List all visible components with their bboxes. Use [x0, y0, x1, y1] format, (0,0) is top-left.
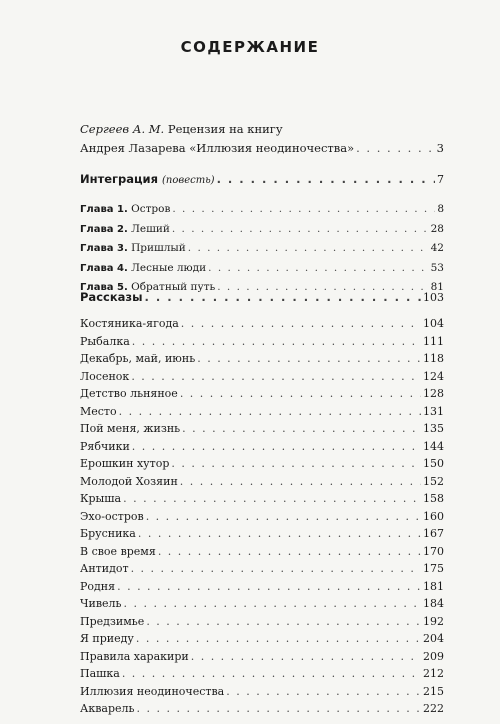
- page-title: СОДЕРЖАНИЕ: [180, 38, 320, 56]
- story-row: [80, 630, 444, 648]
- chapter-label: Глава 1.: [80, 204, 128, 215]
- story-name: Пой меня, жизнь: [80, 422, 181, 435]
- story-row: [80, 473, 444, 491]
- chapter-page: 53: [430, 261, 444, 274]
- dot-leader: [158, 543, 421, 561]
- chapter-row: [80, 239, 444, 259]
- story-name: Костяника-ягода: [80, 317, 179, 330]
- dot-leader: [136, 700, 421, 718]
- story-row: [80, 385, 444, 403]
- chapter-page: 42: [430, 242, 444, 254]
- story-page: 111: [423, 334, 444, 348]
- dot-leader: [136, 630, 421, 648]
- dot-leader: [124, 595, 421, 613]
- story-page: 131: [423, 404, 444, 418]
- story-row: [80, 595, 444, 613]
- dot-leader: [123, 490, 421, 508]
- story-row: [80, 683, 444, 701]
- dot-leader: [122, 665, 421, 683]
- dot-leader: [180, 473, 421, 491]
- dot-leader: [119, 403, 421, 421]
- review-line-1: [80, 120, 444, 139]
- story-page: 170: [423, 544, 444, 558]
- story-page: 118: [423, 352, 444, 365]
- story-name: Я приеду: [80, 632, 134, 645]
- story-row: [80, 700, 444, 718]
- chapter-list: [80, 200, 444, 298]
- story-row: [80, 403, 444, 421]
- integration-page: 7: [437, 173, 444, 186]
- chapter-title-group: [80, 239, 186, 259]
- story-row: [80, 508, 444, 526]
- review-author: Сергеев А. М.: [80, 122, 165, 136]
- story-row: [80, 420, 444, 438]
- story-page: 144: [423, 439, 444, 453]
- story-page: 215: [423, 684, 444, 698]
- chapter-name: Обратный путь: [131, 281, 216, 293]
- dot-leader: [172, 220, 429, 239]
- story-name: Акварель: [80, 702, 135, 715]
- review-book-title: Андрея Лазарева «Иллюзия неодиночества»: [80, 141, 355, 155]
- chapter-label: Глава 5.: [80, 282, 128, 293]
- story-page: 158: [423, 492, 444, 505]
- story-name: Место: [80, 404, 117, 418]
- story-row: [80, 525, 444, 543]
- dot-leader: [191, 648, 421, 666]
- dot-leader: [182, 420, 421, 438]
- dot-leader: [356, 139, 435, 158]
- chapter-name: Лесные люди: [131, 261, 207, 274]
- story-name: Рыбалка: [80, 334, 130, 348]
- review-entry: [80, 120, 444, 158]
- dot-leader: [132, 333, 421, 351]
- chapter-title-group: [80, 220, 170, 240]
- story-page: 104: [423, 317, 444, 330]
- chapter-label: Глава 3.: [80, 243, 128, 254]
- integration-section: [80, 170, 444, 298]
- story-page: 222: [423, 702, 444, 715]
- integration-title-group: [80, 170, 215, 190]
- chapter-page: 81: [430, 281, 444, 293]
- chapter-name: Леший: [131, 222, 170, 235]
- stories-page: 103: [423, 291, 444, 304]
- dot-leader: [180, 385, 421, 403]
- story-page: 192: [423, 614, 444, 628]
- story-name: Брусника: [80, 527, 136, 540]
- story-name: Родня: [80, 579, 116, 593]
- story-row: [80, 543, 444, 561]
- chapter-row: [80, 259, 444, 279]
- story-list: [80, 315, 444, 718]
- integration-title: Интеграция: [80, 172, 159, 186]
- chapter-name: Остров: [131, 203, 171, 215]
- story-row: [80, 648, 444, 666]
- story-row: [80, 665, 444, 683]
- story-row: [80, 455, 444, 473]
- story-name: В свое время: [80, 544, 156, 558]
- chapter-label: Глава 2.: [80, 223, 128, 235]
- chapter-label: Глава 4.: [80, 262, 128, 274]
- story-name: Антидот: [80, 562, 129, 575]
- review-line-1-text: Рецензия на книгу: [164, 122, 283, 136]
- dot-leader: [208, 259, 428, 278]
- stories-heading: [80, 288, 444, 307]
- story-name: Пашка: [80, 667, 120, 680]
- story-row: [80, 438, 444, 456]
- dot-leader: [146, 613, 421, 631]
- story-row: [80, 578, 444, 596]
- story-row: [80, 350, 444, 368]
- story-page: 204: [423, 632, 444, 645]
- dot-leader: [144, 288, 421, 306]
- integration-subtitle: (повесть): [162, 175, 215, 186]
- stories-section: [80, 288, 444, 718]
- story-name: Молодой Хозяин: [80, 474, 178, 488]
- dot-leader: [146, 508, 421, 526]
- dot-leader: [217, 170, 435, 188]
- dot-leader: [181, 315, 421, 333]
- story-name: Детство льняное: [80, 387, 178, 400]
- story-name: Чивель: [80, 597, 122, 610]
- dot-leader: [117, 578, 421, 596]
- story-page: 152: [423, 474, 444, 488]
- integration-heading: [80, 170, 444, 190]
- dot-leader: [131, 560, 421, 578]
- story-page: 209: [423, 649, 444, 663]
- story-page: 212: [423, 667, 444, 680]
- chapter-page: 28: [430, 222, 444, 235]
- story-name: Иллюзия неодиночества: [80, 684, 225, 698]
- story-page: 160: [423, 509, 444, 523]
- story-page: 184: [423, 597, 444, 610]
- chapter-title-group: [80, 200, 170, 220]
- story-name: Ерошкин хутор: [80, 457, 170, 470]
- dot-leader: [172, 200, 435, 219]
- story-row: [80, 315, 444, 333]
- story-name: Правила харакири: [80, 649, 189, 663]
- chapter-page: 8: [437, 203, 444, 215]
- story-page: 181: [423, 579, 444, 593]
- story-name: Предзимье: [80, 614, 145, 628]
- dot-leader: [171, 455, 421, 473]
- dot-leader: [188, 239, 429, 258]
- story-page: 128: [423, 387, 444, 400]
- dot-leader: [226, 683, 421, 701]
- story-page: 124: [423, 369, 444, 383]
- story-name: Рябчики: [80, 439, 130, 453]
- stories-title: Рассказы: [80, 290, 143, 304]
- story-name: Декабрь, май, июнь: [80, 352, 196, 365]
- story-row: [80, 368, 444, 386]
- story-page: 167: [423, 527, 444, 540]
- dot-leader: [131, 368, 421, 386]
- story-page: 175: [423, 562, 444, 575]
- story-page: 150: [423, 457, 444, 470]
- story-row: [80, 613, 444, 631]
- story-page: 135: [423, 422, 444, 435]
- story-name: Крыша: [80, 492, 122, 505]
- story-row: [80, 333, 444, 351]
- dot-leader: [138, 525, 421, 543]
- story-row: [80, 490, 444, 508]
- chapter-name: Пришлый: [131, 242, 186, 254]
- chapter-title-group: [80, 259, 206, 279]
- chapter-row: [80, 220, 444, 240]
- review-line-2: [80, 139, 444, 158]
- story-row: [80, 560, 444, 578]
- story-name: Эхо-остров: [80, 509, 144, 523]
- dot-leader: [132, 438, 421, 456]
- chapter-row: [80, 200, 444, 220]
- story-name: Лосенок: [80, 369, 130, 383]
- dot-leader: [197, 350, 421, 368]
- review-page: 3: [436, 141, 444, 155]
